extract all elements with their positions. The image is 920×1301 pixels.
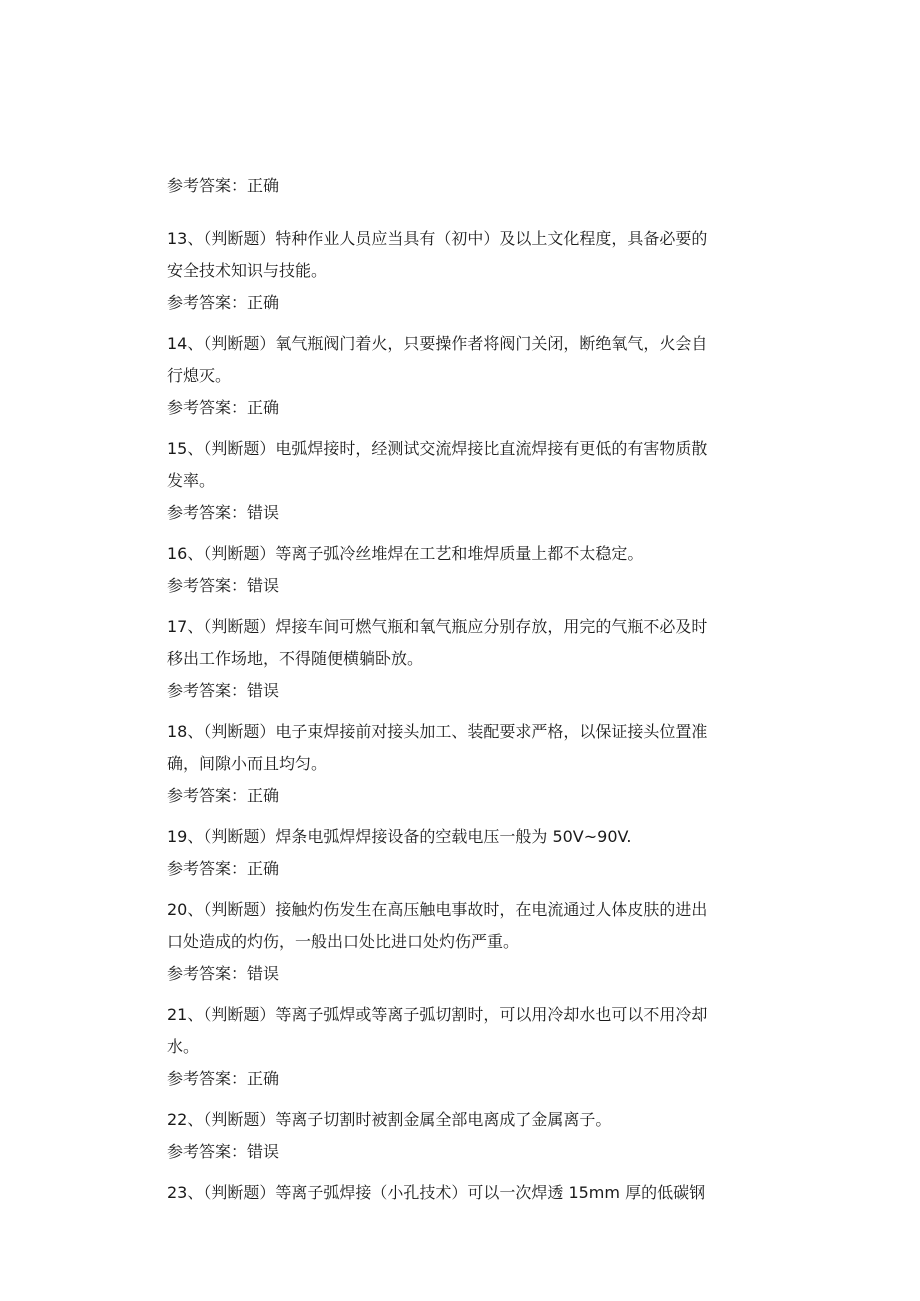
question-text-line: 确，间隙小而且均匀。 (167, 754, 328, 773)
question-text-line: 水。 (167, 1037, 200, 1056)
answer-line: 参考答案：正确 (167, 293, 280, 312)
question-text-line: 22、（判断题）等离子切割时被割金属全部电离成了金属离子。 (167, 1110, 612, 1129)
question-text-line: 安全技术知识与技能。 (167, 261, 328, 280)
question-text-line: 21、（判断题）等离子弧焊或等离子弧切割时，可以用冷却水也可以不用冷却 (167, 1005, 708, 1024)
question-text-line: 发率。 (167, 471, 216, 490)
question-20 (167, 894, 757, 990)
question-19 (167, 821, 757, 885)
question-22 (167, 1104, 757, 1168)
question-14 (167, 328, 757, 424)
question-text-line: 口处造成的灼伤，一般出口处比进口处灼伤严重。 (167, 932, 520, 951)
answer-line: 参考答案：错误 (167, 503, 280, 522)
question-text-line: 移出工作场地，不得随便横躺卧放。 (167, 649, 424, 668)
question-16 (167, 538, 757, 602)
question-13 (167, 223, 757, 319)
answer-line: 参考答案：正确 (167, 786, 280, 805)
answer-line: 参考答案：错误 (167, 681, 280, 700)
question-21 (167, 999, 757, 1095)
question-text-line: 18、（判断题）电子束焊接前对接头加工、装配要求严格，以保证接头位置准 (167, 722, 708, 741)
question-list (167, 170, 757, 1209)
answer-line: 参考答案：正确 (167, 859, 280, 878)
question-18 (167, 716, 757, 812)
question-text-line: 19、（判断题）焊条电弧焊焊接设备的空载电压一般为 50V~90V. (167, 827, 632, 846)
question-text-line: 20、（判断题）接触灼伤发生在高压触电事故时，在电流通过人体皮肤的进出 (167, 900, 708, 919)
answer-line: 参考答案：正确 (167, 176, 280, 195)
question-text-line: 17、（判断题）焊接车间可燃气瓶和氧气瓶应分别存放，用完的气瓶不必及时 (167, 617, 708, 636)
question-text-line: 13、（判断题）特种作业人员应当具有（初中）及以上文化程度，具备必要的 (167, 229, 708, 248)
answer-line: 参考答案：错误 (167, 964, 280, 983)
question-23 (167, 1177, 757, 1209)
answer-line: 参考答案：正确 (167, 1069, 280, 1088)
question-text-line: 23、（判断题）等离子弧焊接（小孔技术）可以一次焊透 15mm 厚的低碳钢 (167, 1183, 706, 1202)
answer-line: 参考答案：错误 (167, 576, 280, 595)
question-text-line: 16、（判断题）等离子弧冷丝堆焊在工艺和堆焊质量上都不太稳定。 (167, 544, 644, 563)
question-text-line: 行熄灭。 (167, 366, 232, 385)
answer-line: 参考答案：错误 (167, 1142, 280, 1161)
question-text-line: 14、（判断题）氧气瓶阀门着火，只要操作者将阀门关闭，断绝氧气，火会自 (167, 334, 708, 353)
question-text-line: 15、（判断题）电弧焊接时，经测试交流焊接比直流焊接有更低的有害物质散 (167, 439, 708, 458)
question-17 (167, 611, 757, 707)
question-15 (167, 433, 757, 529)
answer-line: 参考答案：正确 (167, 398, 280, 417)
